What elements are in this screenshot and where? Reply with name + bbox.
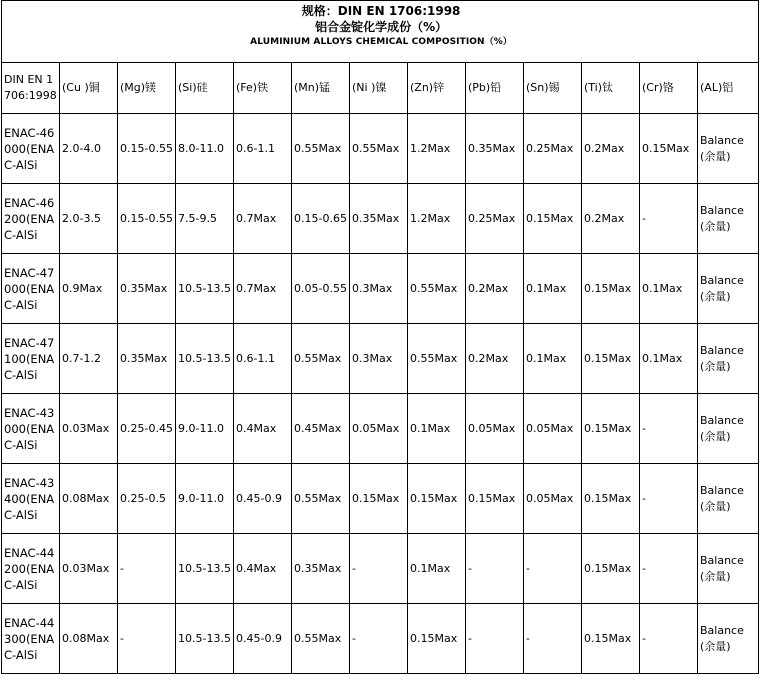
table-cell: 0.3Max <box>350 254 408 324</box>
table-cell: 0.45-0.9 <box>234 464 292 534</box>
table-cell: Balance(余量) <box>698 464 759 534</box>
column-header: (Mn)锰 <box>292 63 350 114</box>
table-cell: - <box>524 534 582 604</box>
table-cell: - <box>466 534 524 604</box>
table-cell: 0.7Max <box>234 184 292 254</box>
table-cell: 0.55Max <box>292 324 350 394</box>
table-cell: 0.6-1.1 <box>234 324 292 394</box>
column-header: (Ni )镍 <box>350 63 408 114</box>
table-cell: 0.9Max <box>60 254 118 324</box>
grade-cell: ENAC-47000(ENAC-AlSi <box>2 254 60 324</box>
grade-cell: ENAC-46000(ENAC-AlSi <box>2 114 60 184</box>
table-cell: 0.05Max <box>524 464 582 534</box>
table-cell: 0.35Max <box>350 184 408 254</box>
column-header: (Zn)锌 <box>408 63 466 114</box>
table-cell: 1.2Max <box>408 184 466 254</box>
table-cell: 0.15-0.55 <box>118 114 176 184</box>
table-cell: 0.08Max <box>60 604 118 674</box>
table-cell: 0.55Max <box>408 254 466 324</box>
table-cell: Balance(余量) <box>698 324 759 394</box>
table-title <box>2 1 759 63</box>
english-title: ALUMINIUM ALLOYS CHEMICAL COMPOSITION（%） <box>250 37 513 47</box>
table-cell: 8.0-11.0 <box>176 114 234 184</box>
table-cell: 0.03Max <box>60 394 118 464</box>
table-cell: 0.1Max <box>408 394 466 464</box>
column-header: (Mg)镁 <box>118 63 176 114</box>
table-cell: 0.15Max <box>582 464 640 534</box>
grade-cell: ENAC-43400(ENAC-AlSi <box>2 464 60 534</box>
column-header: (Cu )铜 <box>60 63 118 114</box>
table-cell: - <box>118 604 176 674</box>
table-cell: Balance(余量) <box>698 394 759 464</box>
table-cell: - <box>350 534 408 604</box>
table-cell: 0.1Max <box>640 324 698 394</box>
table-cell: 0.2Max <box>582 114 640 184</box>
table-cell: Balance(余量) <box>698 534 759 604</box>
grade-cell: ENAC-47100(ENAC-AlSi <box>2 324 60 394</box>
table-cell: 0.15Max <box>582 604 640 674</box>
spec-title: 规格：DIN EN 1706:1998 <box>301 4 461 18</box>
grade-cell: ENAC-44200(ENAC-AlSi <box>2 534 60 604</box>
column-header: (Sn)锡 <box>524 63 582 114</box>
table-row <box>2 464 759 534</box>
table-cell: 0.15-0.55 <box>118 184 176 254</box>
table-cell: 0.03Max <box>60 534 118 604</box>
table-cell: 0.7-1.2 <box>60 324 118 394</box>
table-cell: 0.45Max <box>292 394 350 464</box>
table-cell: 0.25-0.5 <box>118 464 176 534</box>
table-cell: 0.05-0.55 <box>292 254 350 324</box>
table-cell: 0.05Max <box>524 394 582 464</box>
table-cell: 0.15Max <box>582 324 640 394</box>
table-cell: - <box>640 534 698 604</box>
grade-cell: ENAC-44300(ENAC-AlSi <box>2 604 60 674</box>
table-cell: 0.45-0.9 <box>234 604 292 674</box>
table-cell: 0.1Max <box>524 254 582 324</box>
grade-cell: ENAC-43000(ENAC-AlSi <box>2 394 60 464</box>
chinese-title: 铝合金锭化学成份（%） <box>315 20 448 34</box>
table-cell: 0.4Max <box>234 394 292 464</box>
table-cell: 10.5-13.5 <box>176 254 234 324</box>
table-cell: 0.15Max <box>640 114 698 184</box>
table-cell: 0.15Max <box>524 184 582 254</box>
table-row <box>2 114 759 184</box>
table-cell: 0.1Max <box>640 254 698 324</box>
table-cell: 0.35Max <box>466 114 524 184</box>
table-cell: 0.2Max <box>582 184 640 254</box>
table-cell: 10.5-13.5 <box>176 534 234 604</box>
table-cell: 10.5-13.5 <box>176 604 234 674</box>
table-cell: 0.55Max <box>408 324 466 394</box>
table-row <box>2 534 759 604</box>
table-cell: Balance(余量) <box>698 604 759 674</box>
table-cell: 0.4Max <box>234 534 292 604</box>
table-cell: 9.0-11.0 <box>176 394 234 464</box>
table-cell: 0.15Max <box>408 464 466 534</box>
table-cell: 0.05Max <box>350 394 408 464</box>
table-cell: 0.15-0.65 <box>292 184 350 254</box>
table-cell: 0.6-1.1 <box>234 114 292 184</box>
table-cell: Balance(余量) <box>698 254 759 324</box>
column-header: (Pb)铅 <box>466 63 524 114</box>
table-cell: 0.35Max <box>118 324 176 394</box>
table-cell: 0.1Max <box>524 324 582 394</box>
table-cell: 10.5-13.5 <box>176 324 234 394</box>
column-header: (Ti)钛 <box>582 63 640 114</box>
table-cell: 0.15Max <box>466 464 524 534</box>
table-row <box>2 184 759 254</box>
column-header: (AL)铝 <box>698 63 759 114</box>
table-cell: 9.0-11.0 <box>176 464 234 534</box>
table-cell: - <box>640 394 698 464</box>
table-cell: 0.25Max <box>466 184 524 254</box>
table-cell: 0.2Max <box>466 254 524 324</box>
table-cell: - <box>640 464 698 534</box>
table-cell: - <box>640 604 698 674</box>
table-cell: 0.25-0.45 <box>118 394 176 464</box>
table-cell: 0.05Max <box>466 394 524 464</box>
table-cell: 7.5-9.5 <box>176 184 234 254</box>
table-cell: 0.55Max <box>292 604 350 674</box>
column-header: (Fe)铁 <box>234 63 292 114</box>
table-cell: - <box>640 184 698 254</box>
composition-table-container <box>1 0 764 674</box>
table-cell: 0.15Max <box>582 534 640 604</box>
column-header: DIN EN 1706:1998 <box>2 63 60 114</box>
table-cell: Balance(余量) <box>698 184 759 254</box>
table-cell: 0.55Max <box>350 114 408 184</box>
table-cell: 2.0-3.5 <box>60 184 118 254</box>
column-header: (Si)硅 <box>176 63 234 114</box>
table-cell: 0.1Max <box>408 534 466 604</box>
table-cell: - <box>466 604 524 674</box>
table-cell: Balance(余量) <box>698 114 759 184</box>
table-cell: - <box>350 604 408 674</box>
table-cell: 0.7Max <box>234 254 292 324</box>
table-row <box>2 324 759 394</box>
table-cell: 0.35Max <box>118 254 176 324</box>
table-cell: 0.15Max <box>582 394 640 464</box>
table-cell: 0.55Max <box>292 464 350 534</box>
table-cell: 0.15Max <box>408 604 466 674</box>
column-header: (Cr)铬 <box>640 63 698 114</box>
table-cell: 0.55Max <box>292 114 350 184</box>
table-row <box>2 604 759 674</box>
table-cell: - <box>524 604 582 674</box>
table-cell: 0.35Max <box>292 534 350 604</box>
table-row <box>2 394 759 464</box>
title-row <box>2 1 759 63</box>
table-cell: 0.25Max <box>524 114 582 184</box>
table-row <box>2 254 759 324</box>
table-cell: 0.2Max <box>466 324 524 394</box>
table-cell: - <box>118 534 176 604</box>
composition-table <box>1 0 759 674</box>
table-cell: 0.08Max <box>60 464 118 534</box>
grade-cell: ENAC-46200(ENAC-AlSi <box>2 184 60 254</box>
header-row <box>2 63 759 114</box>
table-cell: 2.0-4.0 <box>60 114 118 184</box>
table-cell: 0.15Max <box>350 464 408 534</box>
table-cell: 0.3Max <box>350 324 408 394</box>
table-cell: 1.2Max <box>408 114 466 184</box>
table-cell: 0.15Max <box>582 254 640 324</box>
